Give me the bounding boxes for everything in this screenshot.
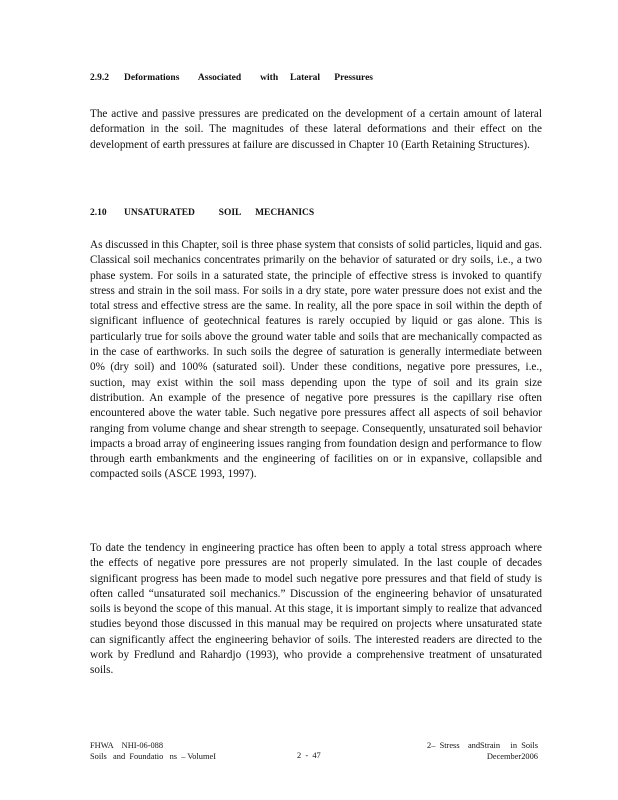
section-heading-2-10 — [90, 208, 314, 218]
footer-report-number: FHWA NHI-06-088 — [90, 741, 164, 750]
footer-chapter-title: 2– Stress andStrain in Soils — [427, 741, 538, 750]
footer-date: December2006 — [486, 751, 538, 761]
section-title: Deformations Associated with Lateral Pressures — [124, 73, 373, 83]
footer-left — [90, 741, 216, 762]
footer-manual-title: Soils and Foundatio ns – VolumeI — [90, 751, 217, 761]
footer-right — [427, 741, 538, 762]
paragraph-unsaturated-practice: To date the tendency in engineering practice has often been to apply a total stress approach where the effects of negative pore pressures are not properly simulated. In the last couple of decades significant progress has been made to model such negative pore pressures and that field of study is often called “unsaturated soil mechanics.” Discussion of the engineering behavior of unsaturated soils is beyond the scope of this manual. At this stage, it is important simply to realize that advanced studies beyond those discussed in this manual may be required on projects where unsaturated state can significantly affect the engineering behavior of soils. The interested readers are directed to the work by Fredlund and Rahardjo (1993), who provide a comprehensive treatment of unsaturated soils. — [90, 542, 542, 677]
paragraph-unsaturated-intro: As discussed in this Chapter, soil is three phase system that consists of solid particles, liquid and gas. Classical soil mechanics concentrates primarily on the behavior of saturated or dry soils, i.e., a two phase system. For soils in a saturated state, the principle of effective stress is invoked to quantify stress and strain in the soil mass. For soils in a dry state, pore water pressure does not exist and the total stress and effective stress are the same. In reality, all the pore space in soil within the depth of significant influence of geotechnical features is rarely occupied by liquid or gas alone. This is particularly true for soils above the ground water table and soils that are mechanically compacted as in the case of earthworks. In such soils the degree of saturation is generally intermediate between 0% (dry soil) and 100% (saturated soil). Under these conditions, negative pore pressures, i.e., suction, may exist within the soil mass depending upon the type of soil and its grain size distribution. An example of the presence of negative pore pressures is the capillary rise often encountered above the water table. Such negative pore pressures affect all aspects of soil behavior ranging from volume change and shear strength to seepage. Consequently, unsaturated soil behavior impacts a broad array of engineering issues ranging from foundation design and performance to flow through earth embankments and the engineering of facilities on or in expansive, collapsible and compacted soils (ASCE 1993, 1997). — [90, 239, 542, 481]
section-number: 2.9.2 — [90, 73, 109, 83]
section-number: 2.10 — [90, 208, 107, 218]
section-heading-2-9-2 — [90, 73, 373, 83]
footer-page-number: 2 - 47 — [297, 751, 321, 760]
paragraph-lateral-deformation: The active and passive pressures are predicated on the development of a certain amount of lateral deformation in the soil. The magnitudes of these lateral deformations and their effect on the development of earth pressures at failure are discussed in Chapter 10 (Earth Retaining Structures). — [90, 108, 542, 151]
section-title: UNSATURATED SOIL MECHANICS — [124, 208, 315, 218]
